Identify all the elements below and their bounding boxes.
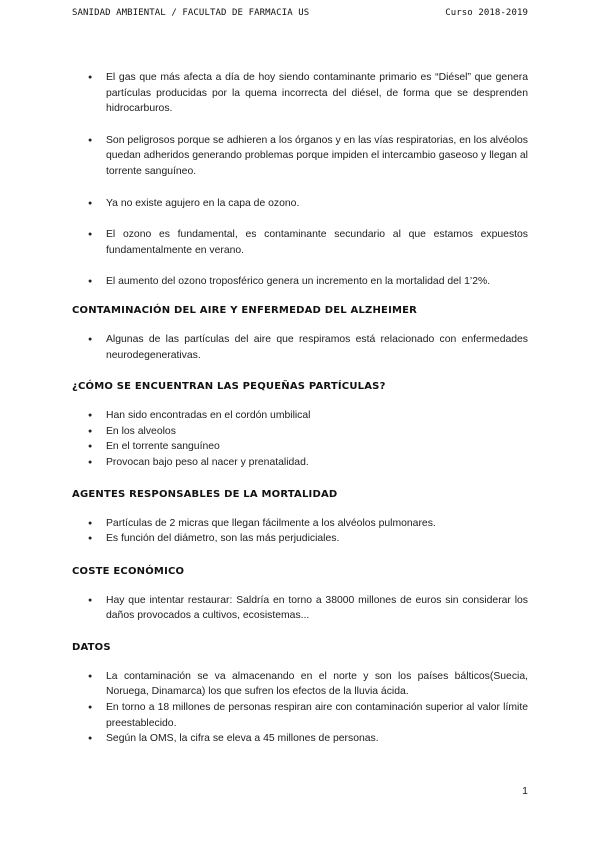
mortality-bullet-list [72, 516, 528, 547]
list-item: ● El gas que más afecta a día de hoy siendo contaminante primario es “Diésel” que genera partículas producidas por la quema incorrecta del diésel, de forma que se desprenden hidrocarburos. [72, 70, 528, 117]
particles-bullet-list [72, 408, 528, 470]
list-item: ● Algunas de las partículas del aire que respiramos está relacionado con enfermedades neurodegenerativas. [72, 332, 528, 363]
list-item: ● El ozono es fundamental, es contaminante secundario al que estamos expuestos fundamentalmente en verano. [72, 227, 528, 258]
list-item: ● La contaminación se va almacenando en el norte y son los países bálticos(Suecia, Noruega, Dinamarca) los que sufren los efectos de la lluvia ácida. [72, 669, 528, 700]
list-item: ● En torno a 18 millones de personas respiran aire con contaminación superior al valor límite preestablecido. [72, 700, 528, 731]
list-item: ● Son peligrosos porque se adhieren a los órganos y en las vías respiratorias, en los alvéolos quedan adheridos generando problemas porque impiden el intercambio gaseoso y llegan al torrente sanguíneo. [72, 133, 528, 180]
page-number: 1 [522, 785, 528, 797]
section-heading-data: DATOS [72, 641, 111, 653]
list-item: ● En el torrente sanguíneo [72, 439, 528, 455]
header-course-title: SANIDAD AMBIENTAL / FACULTAD DE FARMACIA US [72, 8, 310, 18]
page-header [72, 8, 528, 18]
list-item: ● Provocan bajo peso al nacer y prenatalidad. [72, 455, 528, 471]
list-item: ● El aumento del ozono troposférico genera un incremento en la mortalidad del 1’2%. [72, 274, 528, 290]
section-heading-economic-cost: COSTE ECONÓMICO [72, 565, 185, 577]
list-item: ● Han sido encontradas en el cordón umbilical [72, 408, 528, 424]
header-academic-year: Curso 2018-2019 [445, 8, 528, 18]
alzheimer-bullet-list [72, 332, 528, 363]
document-body [72, 70, 528, 747]
section-heading-alzheimer: CONTAMINACIÓN DEL AIRE Y ENFERMEDAD DEL ALZHEIMER [72, 304, 418, 316]
list-item: ● Según la OMS, la cifra se eleva a 45 millones de personas. [72, 731, 528, 747]
intro-bullet-list [72, 70, 528, 290]
section-heading-mortality: AGENTES RESPONSABLES DE LA MORTALIDAD [72, 488, 338, 500]
list-item: ● Es función del diámetro, son las más perjudiciales. [72, 531, 528, 547]
data-bullet-list [72, 669, 528, 747]
section-heading-particles: ¿CÓMO SE ENCUENTRAN LAS PEQUEÑAS PARTÍCULAS? [72, 381, 386, 393]
list-item: ● Ya no existe agujero en la capa de ozono. [72, 196, 528, 212]
list-item: ● Partículas de 2 micras que llegan fácilmente a los alvéolos pulmonares. [72, 516, 528, 532]
list-item: ● En los alveolos [72, 424, 528, 440]
economic-cost-bullet-list [72, 593, 528, 624]
list-item: ● Hay que intentar restaurar: Saldría en torno a 38000 millones de euros sin considerar los daños provocados a cultivos, ecosistemas... [72, 593, 528, 624]
